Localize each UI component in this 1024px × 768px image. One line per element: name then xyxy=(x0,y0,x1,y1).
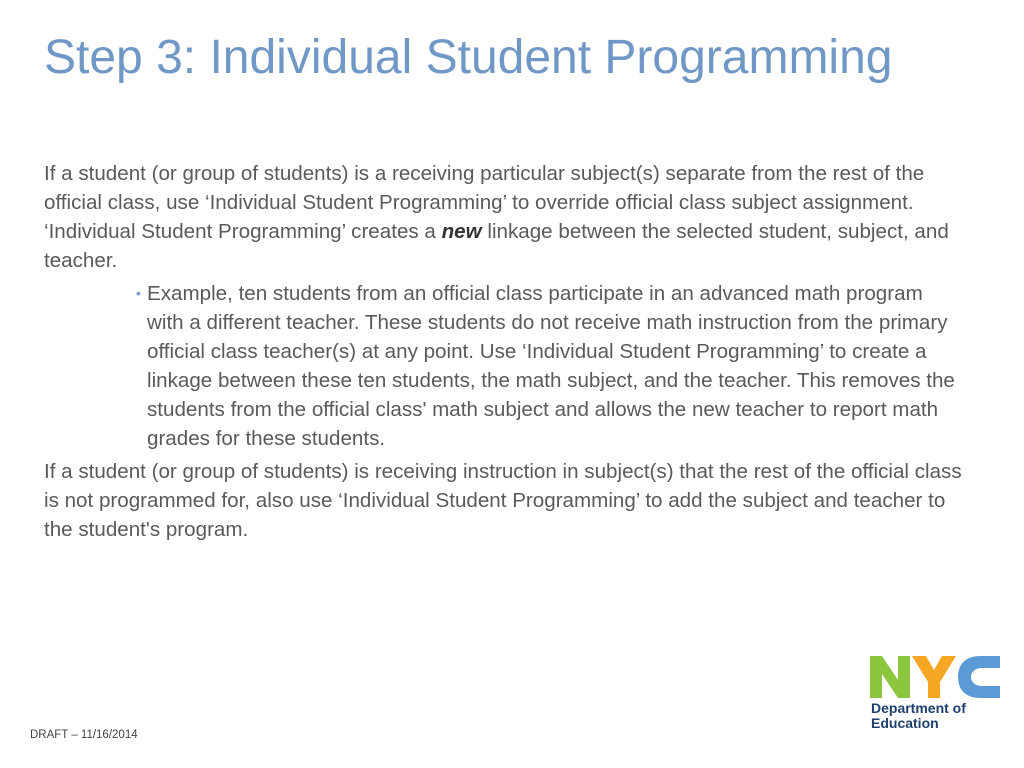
bullet-text: Example, ten students from an official class participate in an advanced math program with a different teacher. These students do not receive math instruction from the primary official class teacher(s) at any point. Use ‘Individual Student Programming’ to create a linkage between these ten students, the math subject, and the teacher. This removes the students from the official class' math subject and allows the new teacher to report math grades for these students. xyxy=(147,282,955,450)
slide-title: Step 3: Individual Student Programming xyxy=(44,31,893,84)
bullet-marker-icon xyxy=(44,279,147,453)
paragraph-additional: If a student (or group of students) is receiving instruction in subject(s) that the rest of the official class is not programmed for, also use ‘Individual Student Programming’ to add the subject and teacher to the student's program. xyxy=(44,460,962,541)
paragraph-intro-before: If a student (or group of students) is a receiving particular subject(s) separate from the rest of the official class, use ‘Individual Student Programming’ to override official class subject assignment. ‘Individual Student Programming’ creates a xyxy=(44,162,925,243)
paragraph-intro xyxy=(44,159,964,275)
slide-body xyxy=(44,159,964,544)
emphasis-new: new xyxy=(441,220,482,243)
logo-caption xyxy=(871,701,966,731)
nyc-doe-logo xyxy=(868,652,1004,736)
bullet-marker: • xyxy=(136,285,141,301)
draft-date-footer: DRAFT – 11/16/2014 xyxy=(30,729,138,741)
logo-line-education: Education xyxy=(871,715,939,731)
bullet-item-example xyxy=(44,279,964,453)
paragraph-intro-after: linkage between the selected student, subject, and teacher. xyxy=(44,220,949,272)
nyc-letters-logo-icon xyxy=(868,652,1002,700)
logo-line-department: Department of xyxy=(871,700,966,716)
